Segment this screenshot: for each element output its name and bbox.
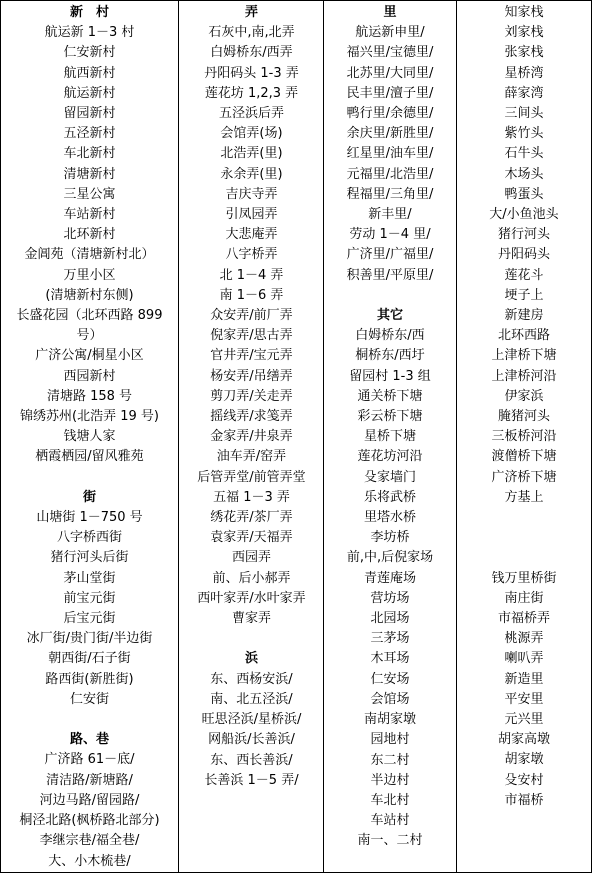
table-cell-text: 新丰里/ — [368, 207, 412, 223]
table-cell-text: 杨安弄/吊缮弄 — [210, 368, 293, 384]
table-cell-text: 星桥湾 — [504, 65, 544, 81]
table-cell-text: 钱万里桥街 — [491, 570, 557, 586]
blank-line — [2, 710, 177, 730]
table-cell-text: 清塘路 158 号 — [46, 388, 133, 404]
table-cell-text: 胡家高墩 — [497, 732, 550, 748]
table-cell-text: 北 1－4 弄 — [219, 267, 284, 283]
table-cell-text: 广济桥下塘 — [491, 469, 557, 485]
table-cell-text: 莲花斗 — [504, 267, 544, 283]
table-cell-text: 猪行河头 — [497, 227, 550, 243]
table-cell-text: 倪家弄/思古弄 — [210, 328, 293, 344]
table-cell-text: 余庆里/新胜里/ — [346, 126, 434, 142]
table-cell-text: 三板桥河沿 — [491, 429, 557, 445]
table-cell-text: 清塘新村 — [63, 166, 116, 182]
table-cell-text: 仁安街 — [69, 691, 109, 707]
table-cell-text: 引凤园弄 — [225, 207, 278, 223]
table-cell-text: 喇叭弄 — [504, 651, 544, 667]
table-cell-text: 留园新村 — [63, 106, 116, 122]
table-cell-text: 西叶家弄/水叶家弄 — [197, 590, 306, 606]
table-cell-text: 渡僧桥下塘 — [491, 449, 557, 465]
table-cell-text: 丹阳码头 1-3 弄 — [204, 65, 299, 81]
table-cell-text: 钱塘人家 — [63, 429, 116, 445]
table-cell-text: 前,中,后倪家场 — [346, 550, 434, 566]
table-cell-text: 号） — [76, 328, 103, 344]
table-cell-text: 仁安场 — [370, 671, 410, 687]
table-cell-text: 留园村 1-3 组 — [349, 368, 431, 384]
table-cell-text: 石牛头 — [504, 146, 544, 162]
table-cell-text: 积善里/平原里/ — [346, 267, 434, 283]
table-cell-text: 胡家墩 — [504, 752, 544, 768]
table-cell-text: 河边马路/留园路/ — [39, 792, 140, 808]
table-cell-text: 锦绣苏州(北浩弄 19 号) — [20, 409, 159, 425]
table-cell-text: 星桥下塘 — [363, 429, 416, 445]
table-cell-text: 南 1－6 弄 — [219, 287, 284, 303]
blank-line — [180, 629, 323, 649]
table-cell-text: 鸭蛋头 — [504, 186, 544, 202]
table-cell-text: 通关桥下塘 — [357, 388, 423, 404]
table-cell-text: 广济公寓/桐星小区 — [35, 348, 144, 364]
table-cell-text: 桃源弄 — [504, 631, 544, 647]
table-cell-text: 石灰中,南,北弄 — [208, 25, 295, 41]
table-cell-text: 八字桥弄 — [225, 247, 278, 263]
table-cell-text: 猪行河头后街 — [50, 550, 129, 566]
table-cell-text: 众安弄/前厂弄 — [210, 308, 293, 324]
table-cell-text: 大、小木梳巷/ — [48, 853, 131, 869]
table-cell-text: 大/小鱼池头 — [489, 207, 559, 223]
table-cell-text: 程福里/三角里/ — [346, 186, 434, 202]
table-cell-text: 鸭行里/余德里/ — [346, 106, 434, 122]
table-cell-text: 广济路 61－底/ — [44, 752, 135, 768]
table-cell-text: 薛家湾 — [504, 85, 544, 101]
table-cell-text: 清洁路/新塘路/ — [46, 772, 133, 788]
table-cell-text: 上津桥下塘 — [491, 348, 557, 364]
table-cell-text: 乐将武桥 — [363, 489, 416, 505]
table-cell-text: 茅山堂街 — [63, 570, 116, 586]
table-cell-text: 北苏里/大同里/ — [346, 65, 434, 81]
table-cell-text: 八字桥西街 — [56, 530, 122, 546]
blank-line — [2, 468, 177, 488]
table-cell-text: 白姆桥东/西 — [355, 328, 425, 344]
table-cell-text: 车北村 — [370, 792, 410, 808]
table-cell-text: 东、西杨安浜/ — [210, 671, 293, 687]
table-cell-text: 北浩弄(里) — [220, 146, 283, 162]
table-cell-text: 新造里 — [504, 671, 544, 687]
table-cell-text: 会馆弄(场) — [220, 126, 283, 142]
table-cell-text: 莲花坊 1,2,3 弄 — [204, 85, 299, 101]
table-cell-text: 白姆桥东/西弄 — [210, 45, 293, 61]
table-cell-text: 北环西路 — [497, 328, 550, 344]
blank-line — [458, 528, 590, 548]
table-cell-text: 车站新村 — [63, 207, 116, 223]
table-cell-text: 广济里/广福里/ — [346, 247, 434, 263]
table-cell-text: 劳动 1－4 里/ — [349, 227, 431, 243]
section-heading: 浜 — [244, 651, 258, 667]
blank-line — [458, 508, 590, 528]
table-cell-text: 油车弄/窑弄 — [216, 449, 287, 465]
table-cell-text: 袁家弄/天福弄 — [210, 530, 293, 546]
table-cell-text: 市福桥弄 — [497, 611, 550, 627]
table-cell-text: 网船浜/长善浜/ — [208, 732, 295, 748]
table-cell-text: 西园弄 — [231, 550, 271, 566]
table-cell-text: 腌猪河头 — [497, 409, 550, 425]
table-cell-text: 营坊场 — [370, 590, 410, 606]
table-cell-text: 园地村 — [370, 732, 410, 748]
table-cell-text: 元福里/北浩里/ — [346, 166, 434, 182]
table-cell-text: 埂子上 — [504, 287, 544, 303]
table-cell-text: 元兴里 — [504, 712, 544, 728]
table-cell-text: 官井弄/宝元弄 — [210, 348, 293, 364]
table-cell-text: 永余弄(里) — [220, 166, 283, 182]
table-cell-text: 殳安村 — [504, 772, 544, 788]
section-heading: 新 村 — [69, 5, 109, 20]
table-cell-text: 路西街(新胜街) — [45, 671, 134, 687]
column-divider — [178, 0, 179, 873]
table-cell-text: 曹家弄 — [231, 611, 271, 627]
table-cell-text: 长善浜 1－5 弄/ — [204, 772, 299, 788]
table-cell-text: 上津桥河沿 — [491, 368, 557, 384]
table-cell-text: 绣花弄/茶厂弄 — [210, 510, 293, 526]
table-cell-text: 北园场 — [370, 611, 410, 627]
table-cell-text: 伊家浜 — [504, 388, 544, 404]
blank-line — [325, 286, 455, 306]
table-cell-text: 前宝元街 — [63, 590, 116, 606]
section-heading: 里 — [383, 5, 397, 20]
column-4 — [458, 3, 590, 811]
table-cell-text: 刘家栈 — [504, 25, 544, 41]
table-cell-text: 市福桥 — [504, 792, 544, 808]
table-cell-text: 桐桥东/西圩 — [355, 348, 425, 364]
table-cell-text: 会馆场 — [370, 691, 410, 707]
table-cell-text: 剪刀弄/关走弄 — [210, 388, 293, 404]
table-cell-text: 南一、二村 — [357, 833, 423, 849]
column-divider — [323, 0, 324, 873]
table-cell-text: 万里小区 — [63, 267, 116, 283]
table-cell-text: 张家栈 — [504, 45, 544, 61]
table-cell-text: 桐泾北路(枫桥路北部分) — [19, 813, 160, 829]
column-1 — [2, 3, 177, 872]
table-cell-text: 金家弄/井泉弄 — [210, 429, 293, 445]
table-cell-text: 知家栈 — [504, 5, 544, 20]
column-divider — [456, 0, 457, 873]
column-3 — [325, 3, 455, 852]
table-cell-text: 方基上 — [504, 489, 544, 505]
table-cell-text: 航运新申里/ — [355, 25, 425, 41]
table-cell-text: 木场头 — [504, 166, 544, 182]
table-cell-text: 李坊桥 — [370, 530, 410, 546]
table-cell-text: 车北新村 — [63, 146, 116, 162]
table-cell-text: 南庄街 — [504, 590, 544, 606]
table-cell-text: 长盛花园（北环西路 899 — [16, 308, 163, 324]
table-cell-text: 航运新村 — [63, 85, 116, 101]
table-cell-text: 红星里/油车里/ — [346, 146, 434, 162]
table-cell-text: 南胡家墩 — [363, 712, 416, 728]
table-cell-text: 北环新村 — [63, 227, 116, 243]
table-cell-text: 彩云桥下塘 — [357, 409, 423, 425]
table-cell-text: 后宝元街 — [63, 611, 116, 627]
table-cell-text: 三茅场 — [370, 631, 410, 647]
section-heading: 其它 — [376, 308, 403, 324]
table-cell-text: 山塘街 1－750 号 — [36, 510, 143, 526]
table-cell-text: 车站村 — [370, 813, 410, 829]
section-heading: 弄 — [244, 5, 258, 20]
table-cell-text: 三星公寓 — [63, 186, 116, 202]
table-cell-text: 紫竹头 — [504, 126, 544, 142]
table-cell-text: 三间头 — [504, 106, 544, 122]
table-cell-text: 莲花坊河沿 — [357, 449, 423, 465]
table-cell-text: 旺思泾浜/星桥浜/ — [201, 712, 302, 728]
table-cell-text: 木耳场 — [370, 651, 410, 667]
table-cell-text: 东二村 — [370, 752, 410, 768]
table-cell-text: 栖霞栖园/留风雅苑 — [35, 449, 144, 465]
section-heading: 路、巷 — [69, 732, 109, 748]
table-cell-text: 福兴里/宝德里/ — [346, 45, 434, 61]
table-cell-text: 南、北五泾浜/ — [210, 691, 293, 707]
table-cell-text: 前、后小郝弄 — [212, 570, 291, 586]
table-cell-text: 里塔水桥 — [363, 510, 416, 526]
table-cell-text: 五泾新村 — [63, 126, 116, 142]
table-cell-text: 李继宗巷/福全巷/ — [39, 833, 140, 849]
table-cell-text: 殳家墙门 — [363, 469, 416, 485]
column-2 — [180, 3, 323, 791]
table-cell-text: 五泾浜后弄 — [218, 106, 284, 122]
table-cell-text: 金阊苑（清塘新村北） — [24, 247, 155, 263]
table-cell-text: 朝西街/石子街 — [48, 651, 131, 667]
blank-line — [458, 548, 590, 568]
table-cell-text: 新建房 — [504, 308, 544, 324]
table-cell-text: 仁安新村 — [63, 45, 116, 61]
table-cell-text: 平安里 — [504, 691, 544, 707]
table-cell-text: (清塘新村东侧) — [45, 287, 134, 303]
table-cell-text: 青莲庵场 — [363, 570, 416, 586]
table-cell-text: 航运新 1－3 村 — [44, 25, 135, 41]
table-cell-text: 后管弄堂/前管弄堂 — [197, 469, 306, 485]
table-cell-text: 五福 1－3 弄 — [213, 489, 290, 505]
table-cell-text: 丹阳码头 — [497, 247, 550, 263]
table-cell-text: 冰厂街/贵门街/半边街 — [26, 631, 153, 647]
table-cell-text: 航西新村 — [63, 65, 116, 81]
table-cell-text: 吉庆寺弄 — [225, 186, 278, 202]
table-cell-text: 民丰里/澶子里/ — [346, 85, 434, 101]
table-cell-text: 半边村 — [370, 772, 410, 788]
table-cell-text: 东、西长善浜/ — [210, 752, 293, 768]
table-cell-text: 大悲庵弄 — [225, 227, 278, 243]
section-heading: 街 — [82, 489, 96, 505]
table-cell-text: 西园新村 — [63, 368, 116, 384]
table-cell-text: 摇线弄/求笺弄 — [210, 409, 293, 425]
